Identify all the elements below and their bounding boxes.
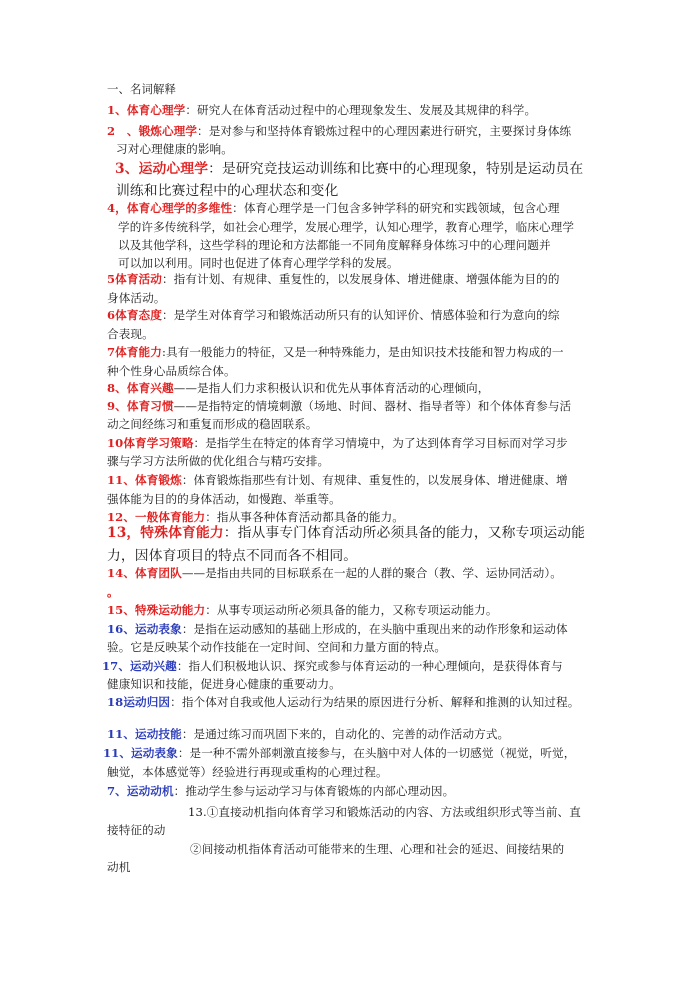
term-definition: ——是指特定的情境刺激（场地、时间、器材、指导者等）和个体体育参与活 <box>173 399 572 413</box>
text-line <box>107 199 560 217</box>
term-definition: ：是学生对体育学习和锻炼活动所只有的认知评价、情感体验和行为意向的综 <box>161 308 560 322</box>
text-line <box>103 744 575 762</box>
term-name: 运动兴趣 <box>130 659 177 673</box>
text-line <box>107 306 560 324</box>
term-definition: 验。它是反映某个动作技能在一定时间、空间和力量方面的特点。 <box>107 640 447 654</box>
term-definition: 身体活动。 <box>107 291 166 305</box>
text-line <box>190 840 564 858</box>
term-name: 一般体育能力 <box>135 510 206 524</box>
term-definition: 学的许多传统科学，如社会心理学，发展心理学，认知心理学，教育心理学，临床心理学 <box>118 220 575 234</box>
term-definition: ：是通过练习而巩固下来的，自动化的、完善的动作活动方式。 <box>181 727 510 741</box>
term-name: 体育心理学 <box>126 103 186 117</box>
term-definition: ：指从事各种体育活动都具备的能力。 <box>205 510 404 524</box>
term-number: 17、 <box>102 659 131 673</box>
term-definition: 。 <box>107 585 119 599</box>
term-name: 特殊体育能力 <box>140 525 224 541</box>
term-number: 16、 <box>107 622 136 636</box>
text-line <box>107 490 341 508</box>
term-number: 12、 <box>107 510 136 524</box>
text-line <box>107 782 454 800</box>
term-number: 6 <box>107 308 116 322</box>
term-number: 8、 <box>107 381 127 395</box>
term-definition: ——是指由共同的目标联系在一起的人群的聚合（教、学、运协同活动）。 <box>181 566 562 580</box>
term-definition: 触觉，本体感觉等）经验进行再现或重构的心理过程。 <box>107 765 388 779</box>
term-name: 运动动机 <box>126 784 174 798</box>
term-definition: ：是指在运动感知的基础上形成的，在头脑中重现出来的动作形象和运动体 <box>181 622 568 636</box>
term-name: 运动技能 <box>135 727 182 741</box>
term-number: 7 <box>107 345 116 359</box>
term-definition: ：是研究竞技运动训练和比赛中的心理现象，特别是运动员在 <box>208 161 584 177</box>
text-line <box>102 657 563 675</box>
term-definition: 力，因体育项目的特点不同而各不相同。 <box>107 548 358 564</box>
text-line <box>107 379 489 397</box>
term-definition: ：指个体对自我或他人运动行为结果的原因进行分析、解释和推测的认知过程。 <box>170 695 580 709</box>
term-definition: ：研究人在体育活动过程中的心理现象发生、发展及其规律的科学。 <box>185 103 537 117</box>
term-name: 体育活动 <box>115 272 162 286</box>
term-name: 体育团队 <box>135 566 182 580</box>
term-definition: 合表现。 <box>107 327 154 341</box>
text-line <box>107 325 154 343</box>
term-number: 11、 <box>107 727 136 741</box>
text-line <box>107 270 560 288</box>
term-definition: ：体育心理学是一门包含多钟学科的研究和实践领域，包含心理 <box>232 201 560 215</box>
text-line <box>107 620 568 638</box>
term-number: 7、 <box>107 784 127 798</box>
term-definition: :具有一般能力的特征，又是一种特殊能力，是由知识技术技能和智力构成的一 <box>161 345 564 359</box>
term-definition: ：推动学生参与运动学习与体育锻炼的内部心理动因。 <box>173 784 455 798</box>
term-definition: 可以加以利用。同时也促进了体育心理学学科的发展。 <box>118 256 399 270</box>
text-line <box>107 821 165 839</box>
term-definition: ：指有计划、有规律、重复性的，以发展身体、增进健康、增强体能为目的的 <box>161 272 560 286</box>
text-line <box>107 289 165 307</box>
section-title: 一、名词解释 <box>107 82 176 96</box>
text-line <box>107 638 446 656</box>
text-line <box>107 343 564 361</box>
term-definition: 以及其他学科，这些学科的理论和方法都能一不同角度解释身体练习中的心理问题并 <box>118 238 551 252</box>
text-line <box>107 725 509 743</box>
term-definition: ——是指人们力求积极认识和优先从事体育活动的心理倾向， <box>173 381 490 395</box>
text-line <box>107 362 236 380</box>
term-definition: 接特征的动 <box>107 823 166 837</box>
text-line <box>107 471 568 489</box>
term-number: 4， <box>107 201 127 215</box>
term-name: 运动心理学 <box>138 161 209 177</box>
text-line <box>107 693 579 711</box>
term-number: 13， <box>107 525 141 541</box>
text-line <box>107 675 341 693</box>
text-line <box>107 522 585 544</box>
text-line <box>107 601 498 619</box>
text-line <box>118 218 574 236</box>
term-number: 5 <box>107 272 116 286</box>
text-line <box>107 122 571 140</box>
term-definition: 骤与学习方法所做的优化组合与精巧安排。 <box>107 454 330 468</box>
text-line <box>107 763 388 781</box>
term-number: 11、 <box>103 746 132 760</box>
term-number: 1、 <box>107 103 127 117</box>
text-line <box>188 803 581 821</box>
term-name: 体育心理学的多维性 <box>126 201 233 215</box>
term-name: 运动归因 <box>123 695 171 709</box>
term-name: 运动表象 <box>131 746 178 760</box>
text-line <box>107 452 329 470</box>
text-line <box>107 415 318 433</box>
term-definition: ②间接动机指体育活动可能带来的生理、心理和社会的延迟、间接结果的 <box>190 842 565 856</box>
term-definition: 习对心理健康的影响。 <box>116 142 233 156</box>
term-number: 2 、 <box>107 124 139 138</box>
term-definition: 健康知识和技能，促进身心健康的重要动力。 <box>107 677 341 691</box>
term-definition: 强体能为目的的身体活动，如慢跑、举重等。 <box>107 492 341 506</box>
term-name: 运动表象 <box>135 622 182 636</box>
term-definition: 动之间经练习和重复而形成的稳固联系。 <box>107 417 318 431</box>
term-definition: ：指人们积极地认识、探究或参与体育运动的一种心理倾向，是获得体育与 <box>176 659 563 673</box>
text-line <box>107 564 562 582</box>
term-definition: ：是对参与和坚持体育锻炼过程中的心理因素进行研究，主要探讨身体练 <box>197 124 572 138</box>
term-name: 特殊运动能力 <box>135 603 206 617</box>
term-name: 体育能力 <box>115 345 162 359</box>
text-line <box>107 583 119 601</box>
term-definition: ：从事专项运动所必须具备的能力，又称专项运动能力。 <box>205 603 498 617</box>
term-definition: ：体育锻炼指那些有计划、有规律、重复性的，以发展身体、增进健康、增 <box>181 473 568 487</box>
text-line <box>115 158 583 180</box>
term-name: 体育学习策略 <box>123 436 194 450</box>
term-name: 体育态度 <box>115 308 162 322</box>
term-number: 3、 <box>115 161 139 177</box>
term-definition: ：是一种不需外部刺激直接参与，在头脑中对人体的一切感觉（视觉，听觉， <box>177 746 576 760</box>
term-name: 锻炼心理学 <box>138 124 198 138</box>
term-name: 体育锻炼 <box>135 473 182 487</box>
term-definition: ：指从事专门体育活动所必须具备的能力，又称专项运动能 <box>223 525 586 541</box>
term-number: 11、 <box>107 473 136 487</box>
text-line <box>118 236 551 254</box>
term-number: 9、 <box>107 399 127 413</box>
term-definition: 13.①直接动机指向体育学习和锻炼活动的内容、方法或组织形式等当前、直 <box>188 805 581 819</box>
text-line <box>116 140 233 158</box>
term-number: 10 <box>107 436 124 450</box>
term-name: 体育习惯 <box>126 399 174 413</box>
text-line <box>107 101 536 119</box>
term-definition: ：是指学生在特定的体育学习情境中，为了达到体育学习目标而对学习步 <box>193 436 568 450</box>
term-definition: 训练和比赛过程中的心理状态和变化 <box>116 183 339 199</box>
term-definition: 种个性身心品质综合体。 <box>107 364 236 378</box>
text-line <box>107 434 568 452</box>
term-definition: 动机 <box>107 860 131 874</box>
term-number: 18 <box>107 695 124 709</box>
text-line <box>107 858 130 876</box>
term-name: 体育兴趣 <box>126 381 174 395</box>
term-number: 14、 <box>107 566 136 580</box>
text-line <box>107 397 571 415</box>
term-number: 15、 <box>107 603 136 617</box>
